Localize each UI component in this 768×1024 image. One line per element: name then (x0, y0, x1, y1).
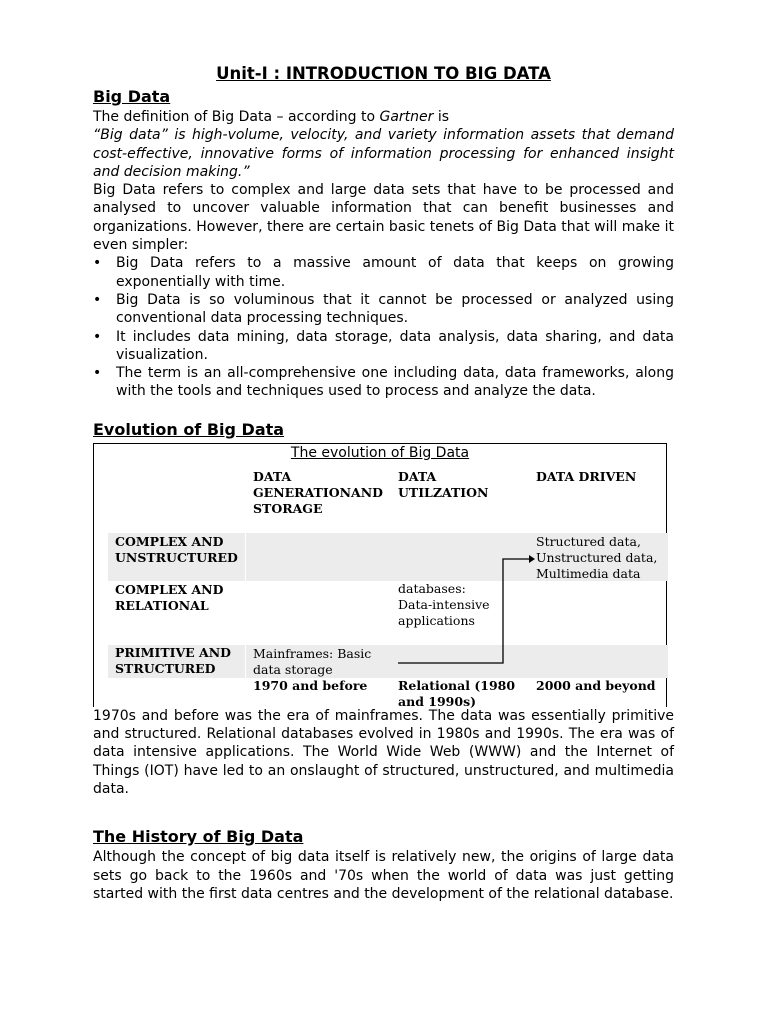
list-item: • Big Data is so voluminous that it cannot be processed or analyzed using conventional data processing techniques. (116, 291, 674, 328)
tenets-list (93, 254, 674, 400)
row-label-complex-relational: COMPLEX AND RELATIONAL (115, 581, 224, 613)
list-item: • The term is an all-comprehensive one including data, data frameworks, along with the tools and techniques used to process and analyze the data. (116, 364, 674, 401)
section-heading-big-data: Big Data (93, 87, 171, 106)
document-page (93, 62, 674, 903)
axis-label-relational: Relational (1980 and 1990s) (398, 677, 516, 709)
big-data-paragraph: Big Data refers to complex and large data sets that have to be processed and analysed to uncover valuable information that can benefit businesses and organizations. However, there are certain basic tenets of Big Data that will make it even simpler: (93, 182, 674, 254)
evolution-arrow (94, 444, 668, 708)
section-heading-history: The History of Big Data (93, 827, 304, 847)
definition-intro (93, 108, 674, 126)
row-label-complex-unstructured: COMPLEX AND UNSTRUCTURED (115, 533, 238, 565)
intro-source: Gartner (379, 109, 434, 125)
history-paragraph: Although the concept of big data itself is relatively new, the origins of large data sets go back to the 1960s and '70s when the world of data was just getting started with the first data centres and the development of the relational database. (93, 849, 674, 902)
cell-data-driven: Structured data, Unstructured data, Multimedia data (536, 533, 658, 581)
section-heading-evolution: Evolution of Big Data (93, 419, 285, 439)
axis-label-2000: 2000 and beyond (536, 677, 656, 693)
evolution-figure (93, 443, 667, 707)
row-label-primitive-structured: PRIMITIVE AND STRUCTURED (115, 644, 232, 676)
definition-quote: “Big data” is high-volume, velocity, and variety information assets that demand cost-effective, innovative forms of information processing for enhanced insight and decision making.” (93, 127, 674, 180)
cell-data-utilization: databases: Data-intensive applications (398, 580, 490, 628)
axis-label-1970: 1970 and before (253, 677, 368, 693)
page-title: Unit-I : INTRODUCTION TO BIG DATA (216, 64, 551, 83)
col-header-generation: DATA GENERATIONAND STORAGE (253, 468, 383, 516)
cell-data-generation: Mainframes: Basic data storage (253, 645, 372, 677)
list-item: • Big Data refers to a massive amount of data that keeps on growing exponentially with time. (116, 254, 674, 291)
intro-prefix: The definition of Big Data – according to (93, 109, 380, 125)
figure-title: The evolution of Big Data (290, 444, 470, 461)
evolution-paragraph: 1970s and before was the era of mainframes. The data was essentially primitive and structured. Relational databases evolved in 1980s and 1990s. The era was of data intensive applications. The World Wide Web (WWW) and the Internet of Things (IOT) have led to an onslaught of structured, unstructured, and multimedia data. (93, 707, 674, 797)
list-item: • It includes data mining, data storage, data analysis, data sharing, and data visualization. (116, 328, 674, 365)
intro-suffix: is (433, 109, 450, 125)
col-header-utilization: DATA UTILZATION (398, 468, 489, 500)
col-header-driven: DATA DRIVEN (536, 468, 637, 484)
